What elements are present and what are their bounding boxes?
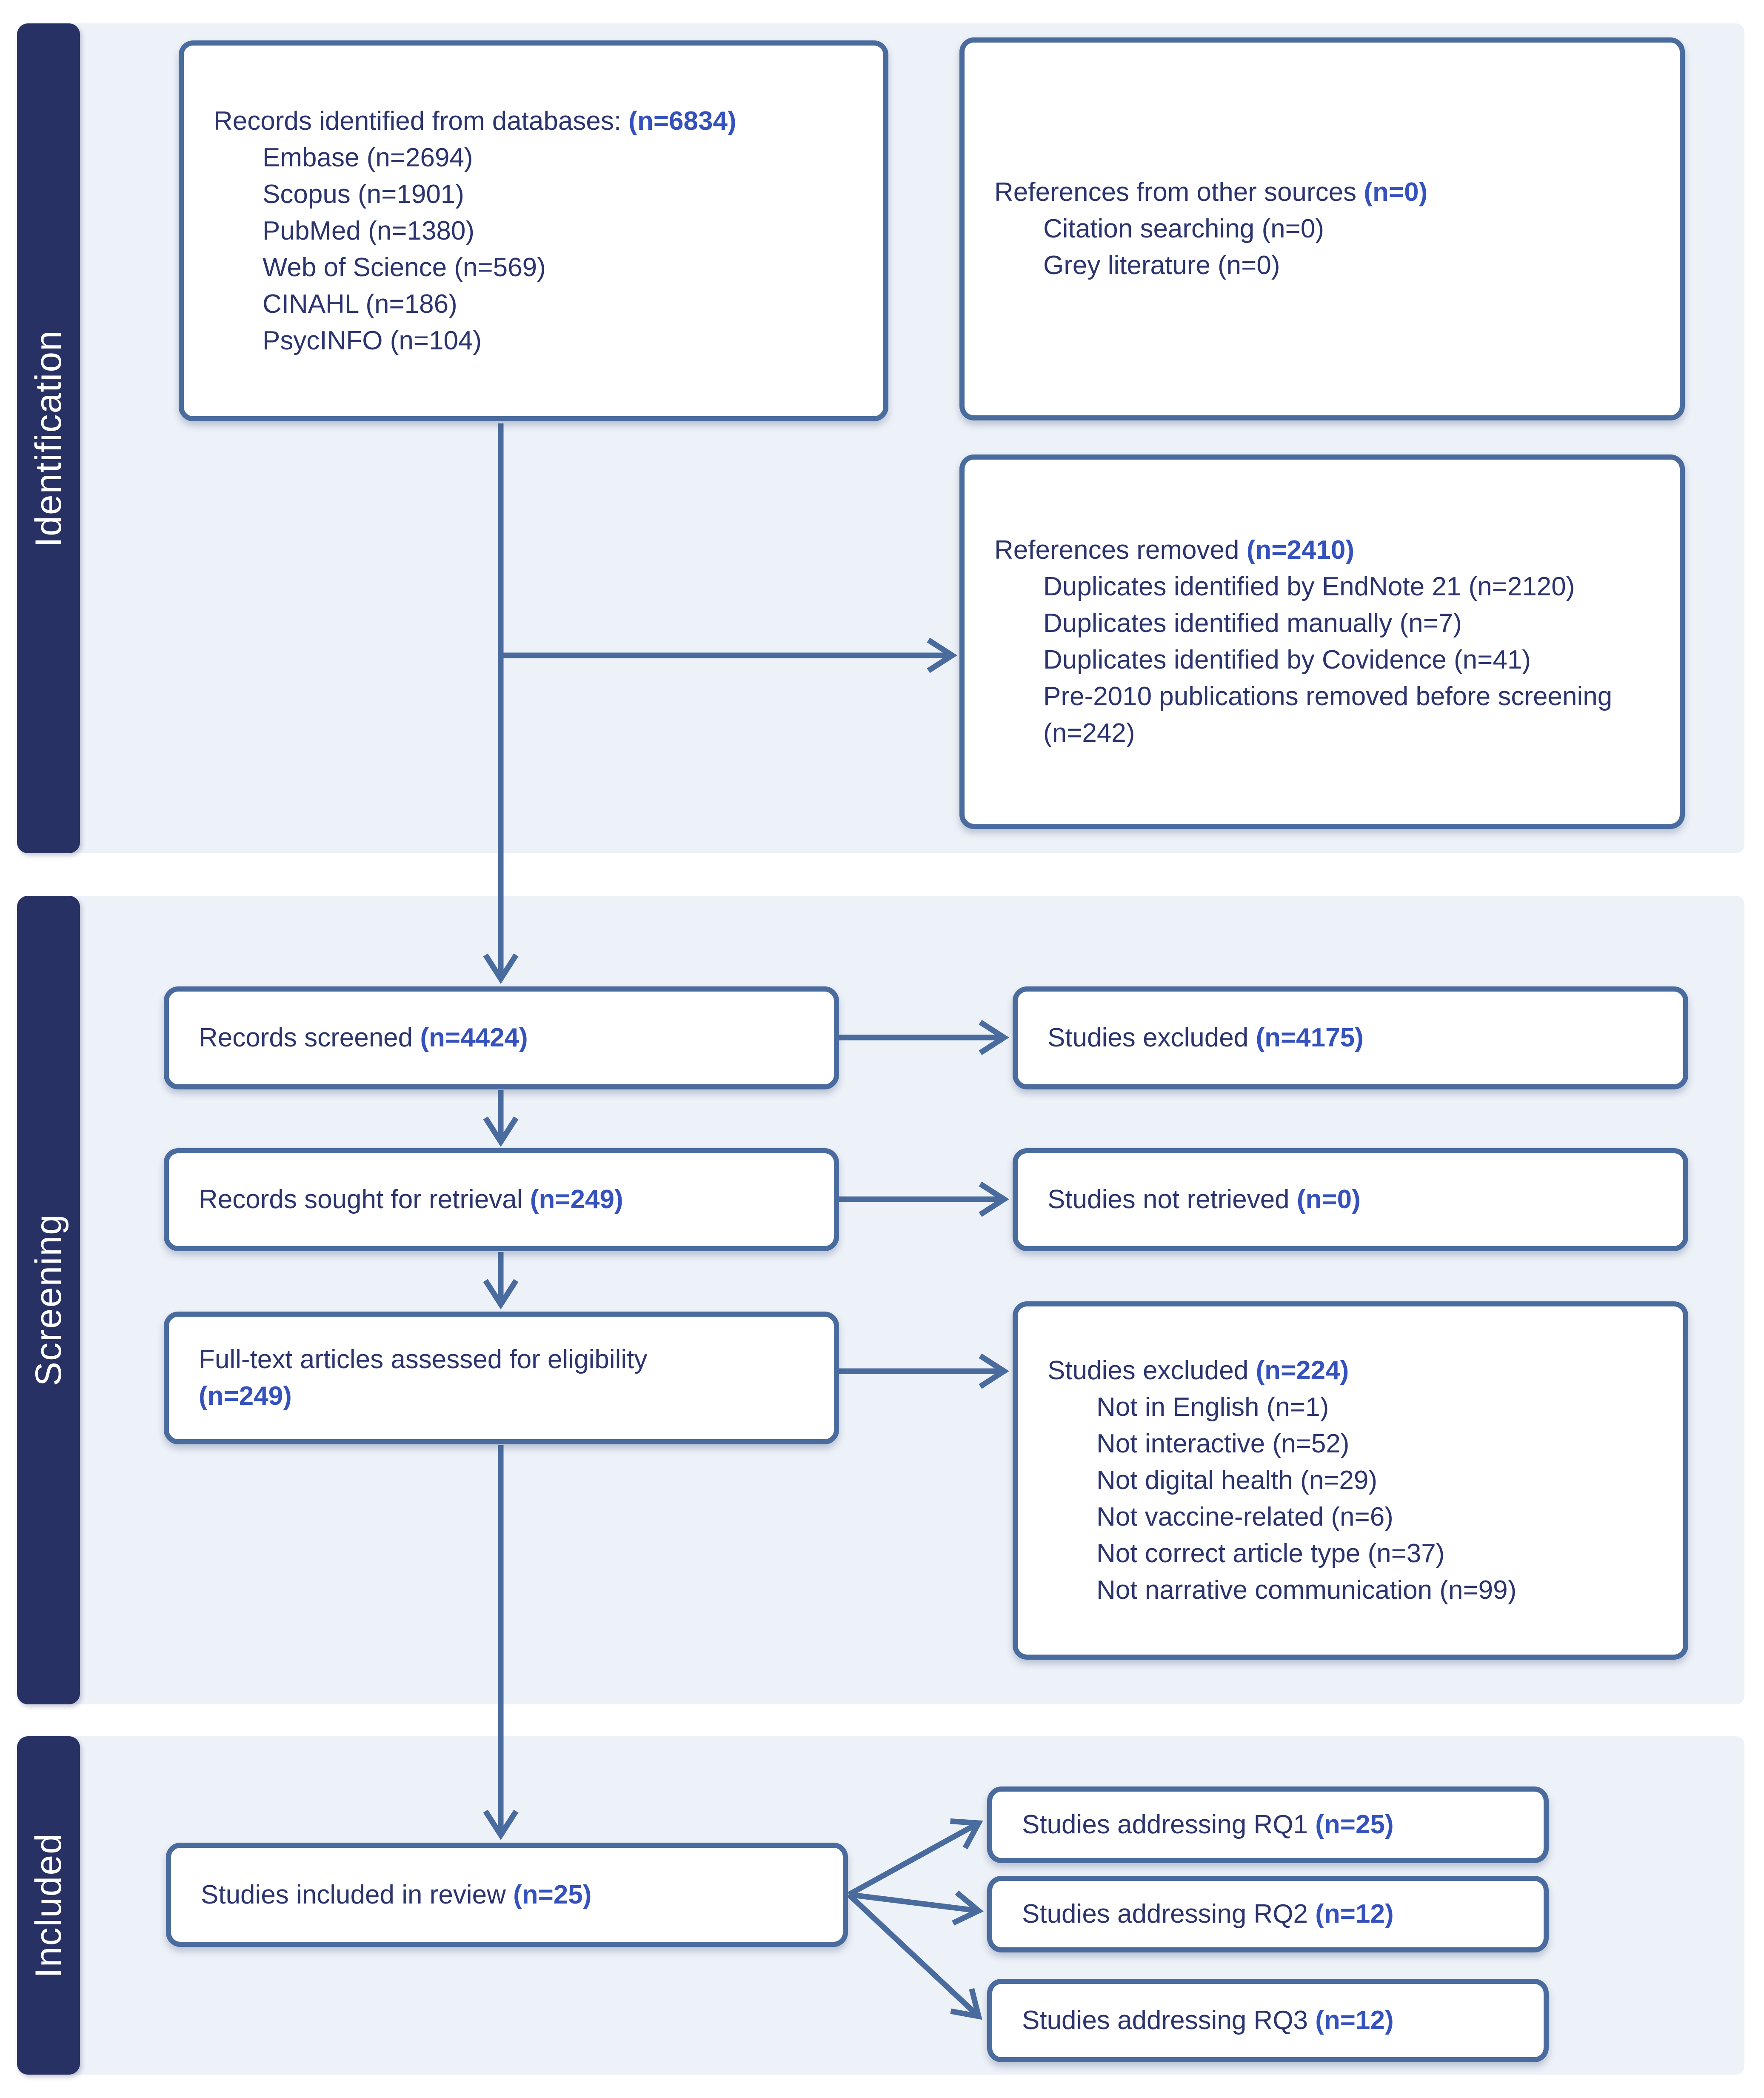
box-title-count: (n=2410) <box>1246 535 1355 565</box>
box-records-screened <box>164 986 839 1089</box>
list-item: PubMed (n=1380) <box>263 216 475 246</box>
box-title-count: (n=249) <box>199 1381 292 1411</box>
box-fulltext-assessed <box>164 1312 839 1444</box>
list-item: Not digital health (n=29) <box>1096 1466 1378 1495</box>
box-title-text: Full-text articles assessed for eligibility <box>199 1345 648 1374</box>
list-item: PsycINFO (n=104) <box>263 326 482 355</box>
box-title-text: Studies addressing RQ3 <box>1022 2006 1316 2035</box>
box-title-text: Records sought for retrieval <box>199 1185 530 1214</box>
box-title-count: (n=25) <box>513 1880 592 1909</box>
box-title-count: (n=0) <box>1364 177 1428 207</box>
list-item: Not vaccine-related (n=6) <box>1096 1502 1393 1532</box>
box-items <box>994 569 1663 752</box>
box-title-text: Studies included in review <box>201 1880 514 1909</box>
box-title <box>201 1877 826 1913</box>
list-item: Pre-2010 publications removed before screening (n=242) <box>1043 682 1613 748</box>
box-title <box>1048 1181 1666 1218</box>
list-item: Embase (n=2694) <box>263 143 473 172</box>
list-item: Not narrative communication (n=99) <box>1096 1575 1517 1605</box>
box-title-count: (n=25) <box>1315 1810 1394 1839</box>
box-title-count: (n=249) <box>530 1185 623 1214</box>
box-title-text: Records identified from databases: <box>214 106 629 136</box>
box-rq2 <box>987 1876 1549 1952</box>
box-title <box>994 174 1663 211</box>
box-title <box>1022 1806 1527 1843</box>
arrow-included-to-rq2 <box>849 1895 979 1911</box>
list-item: Duplicates identified by Covidence (n=41) <box>1043 645 1531 675</box>
box-title-count: (n=224) <box>1256 1356 1349 1385</box>
box-title-text: Studies excluded <box>1048 1356 1256 1385</box>
box-title-text: Studies not retrieved <box>1048 1185 1297 1214</box>
list-item: Not correct article type (n=37) <box>1096 1539 1445 1568</box>
box-title-text: References removed <box>994 535 1247 565</box>
list-item: CINAHL (n=186) <box>263 289 457 319</box>
box-title-count-line <box>199 1378 817 1415</box>
list-item: Citation searching (n=0) <box>1043 214 1324 243</box>
box-title-text: Studies excluded <box>1048 1023 1256 1052</box>
box-records-identified <box>179 40 888 421</box>
box-rq1 <box>987 1786 1549 1863</box>
box-title <box>199 1181 817 1218</box>
box-title <box>214 103 866 140</box>
list-item: Not in English (n=1) <box>1096 1392 1329 1422</box>
box-title-count: (n=6834) <box>628 106 736 136</box>
sidebar-label-screening: Screening <box>28 1214 69 1386</box>
list-item: Duplicates identified by EndNote 21 (n=2120) <box>1043 572 1575 601</box>
box-studies-excluded-screening <box>1013 986 1688 1089</box>
box-other-sources <box>959 37 1685 420</box>
box-title-count: (n=12) <box>1315 1899 1394 1929</box>
box-title-text: Studies addressing RQ2 <box>1022 1899 1316 1929</box>
box-studies-included <box>166 1843 848 1947</box>
arrow-included-to-rq3 <box>849 1895 979 2016</box>
box-title-count: (n=4424) <box>420 1023 528 1052</box>
box-title-text: Records screened <box>199 1023 420 1052</box>
list-item: Grey literature (n=0) <box>1043 251 1280 280</box>
box-title <box>1048 1352 1666 1389</box>
box-title <box>199 1020 817 1056</box>
list-item: Web of Science (n=569) <box>263 252 546 282</box>
sidebar-label-included: Included <box>28 1832 69 1978</box>
box-title <box>994 532 1663 569</box>
box-title-count: (n=12) <box>1315 2006 1394 2035</box>
list-item: Not interactive (n=52) <box>1096 1429 1350 1458</box>
box-title-text: References from other sources <box>994 177 1364 207</box>
box-title-count: (n=0) <box>1296 1185 1361 1214</box>
arrow-included-to-rq1 <box>849 1823 979 1895</box>
box-studies-excluded-eligibility <box>1013 1301 1688 1660</box>
list-item: Scopus (n=1901) <box>263 179 464 209</box>
box-title <box>1048 1020 1666 1056</box>
box-items <box>1048 1389 1666 1609</box>
sidebar-label-identification: Identification <box>28 329 69 547</box>
box-items <box>214 140 866 359</box>
box-items <box>994 211 1663 284</box>
box-rq3 <box>987 1979 1549 2062</box>
box-title <box>1022 1896 1527 1932</box>
box-title-text: Studies addressing RQ1 <box>1022 1810 1316 1839</box>
box-title <box>199 1341 817 1378</box>
box-studies-not-retrieved <box>1013 1148 1688 1251</box>
box-title-count: (n=4175) <box>1256 1023 1364 1052</box>
list-item: Duplicates identified manually (n=7) <box>1043 609 1462 638</box>
box-records-sought <box>164 1148 839 1251</box>
box-references-removed <box>959 454 1685 829</box>
box-title <box>1022 2002 1527 2039</box>
